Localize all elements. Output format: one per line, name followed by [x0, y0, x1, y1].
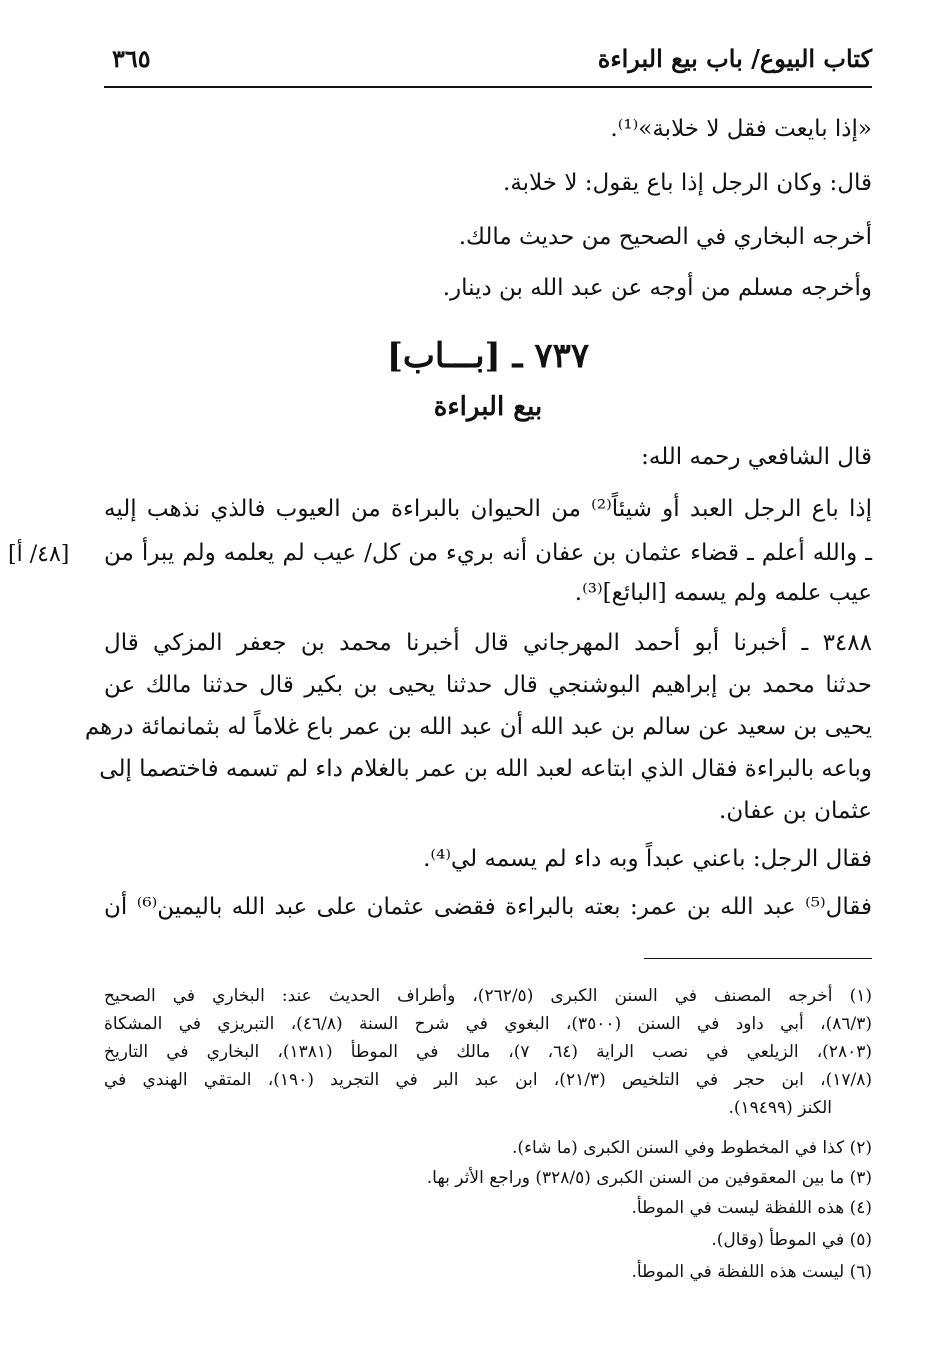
footnote-line: (١) أخرجه المصنف في السنن الكبرى (٢٦٢/٥)، وأطراف الحديث عند: البخاري في الصحيح — [104, 986, 872, 1006]
page-header — [104, 40, 872, 84]
text-line: «إذا بايعت فقل لا خلابة»⁽¹⁾. — [610, 116, 872, 142]
footnote-rule — [644, 958, 872, 959]
hadith-line: وباعه بالبراءة فقال الذي ابتاعه لعبد الله بن عمر بالغلام داء لم تسمه فاختصما إلى — [99, 756, 872, 782]
text-line: ـ والله أعلم ـ قضاء عثمان بن عفان أنه بريء من كل/ عيب لم يعلمه ولم يبرأ من — [104, 540, 872, 566]
text-line: إذا باع الرجل العبد أو شيئاً⁽²⁾ من الحيوان بالبراءة من العيوب فالذي نذهب إليه — [104, 496, 873, 522]
footnote-line: (٢٨٠٣)، الزيلعي في نصب الراية (٦٤، ٧)، مالك في الموطأ (١٣٨١)، البخاري في التاريخ — [104, 1042, 872, 1062]
text-line: فقال الرجل: باعني عبداً وبه داء لم يسمه لي⁽⁴⁾. — [423, 846, 872, 872]
hadith-line: حدثنا محمد بن إبراهيم البوشنجي قال حدثنا يحيى بن بكير قال حدثنا مالك عن — [104, 672, 872, 698]
folio-margin-reference: [٤٨/ أ] — [8, 542, 70, 567]
footnote: (٥) في الموطأ (وقال). — [711, 1230, 872, 1250]
footnote-line: الكنز (١٩٤٩٩). — [728, 1098, 832, 1118]
hadith-line: ٣٤٨٨ ـ أخبرنا أبو أحمد المهرجاني قال أخبرنا محمد بن جعفر المزكي قال — [104, 630, 872, 656]
page-number: ٣٦٥ — [112, 44, 151, 73]
text-line: أخرجه البخاري في الصحيح من حديث مالك. — [458, 224, 872, 250]
footnote-line: (٨٦/٣)، أبي داود في السنن (٣٥٠٠)، البغوي في شرح السنة (٤٦/٨)، التبريزي في المشكاة — [104, 1014, 872, 1034]
chapter-subheading: بيع البراءة — [433, 392, 543, 422]
footnote: (٦) ليست هذه اللفظة في الموطأ. — [631, 1262, 872, 1282]
text-line: قال: وكان الرجل إذا باع يقول: لا خلابة. — [503, 170, 872, 196]
header-rule — [104, 86, 872, 88]
footnote: (٢) كذا في المخطوط وفي السنن الكبرى (ما شاء). — [512, 1138, 872, 1158]
text-line: فقال⁽⁵⁾ عبد الله بن عمر: بعته بالبراءة فقضى عثمان على عبد الله باليمين⁽⁶⁾ أن — [104, 894, 872, 920]
running-title: كتاب البيوع/ باب بيع البراءة — [597, 44, 872, 73]
footnote: (٣) ما بين المعقوفين من السنن الكبرى (٣٢٨/٥) وراجع الأثر بها. — [426, 1168, 872, 1188]
hadith-line: عثمان بن عفان. — [719, 798, 872, 824]
shafii-intro: قال الشافعي رحمه الله: — [641, 444, 872, 470]
hadith-line: يحيى بن سعيد عن سالم بن عبد الله أن عبد الله بن عمر باع غلاماً له بثمانمائة درهم — [84, 714, 872, 740]
text-line: عيب علمه ولم يسمه [البائع]⁽³⁾. — [574, 580, 872, 606]
footnote: (٤) هذه اللفظة ليست في الموطأ. — [631, 1198, 872, 1218]
text-line: وأخرجه مسلم من أوجه عن عبد الله بن دينار. — [442, 275, 872, 301]
footnote-line: (١٧/٨)، ابن حجر في التلخيص (٢١/٣)، ابن عبد البر في التجريد (١٩٠)، المتقي الهندي في — [104, 1070, 872, 1090]
chapter-heading: ٧٣٧ ـ [بـــاب] — [386, 336, 590, 376]
